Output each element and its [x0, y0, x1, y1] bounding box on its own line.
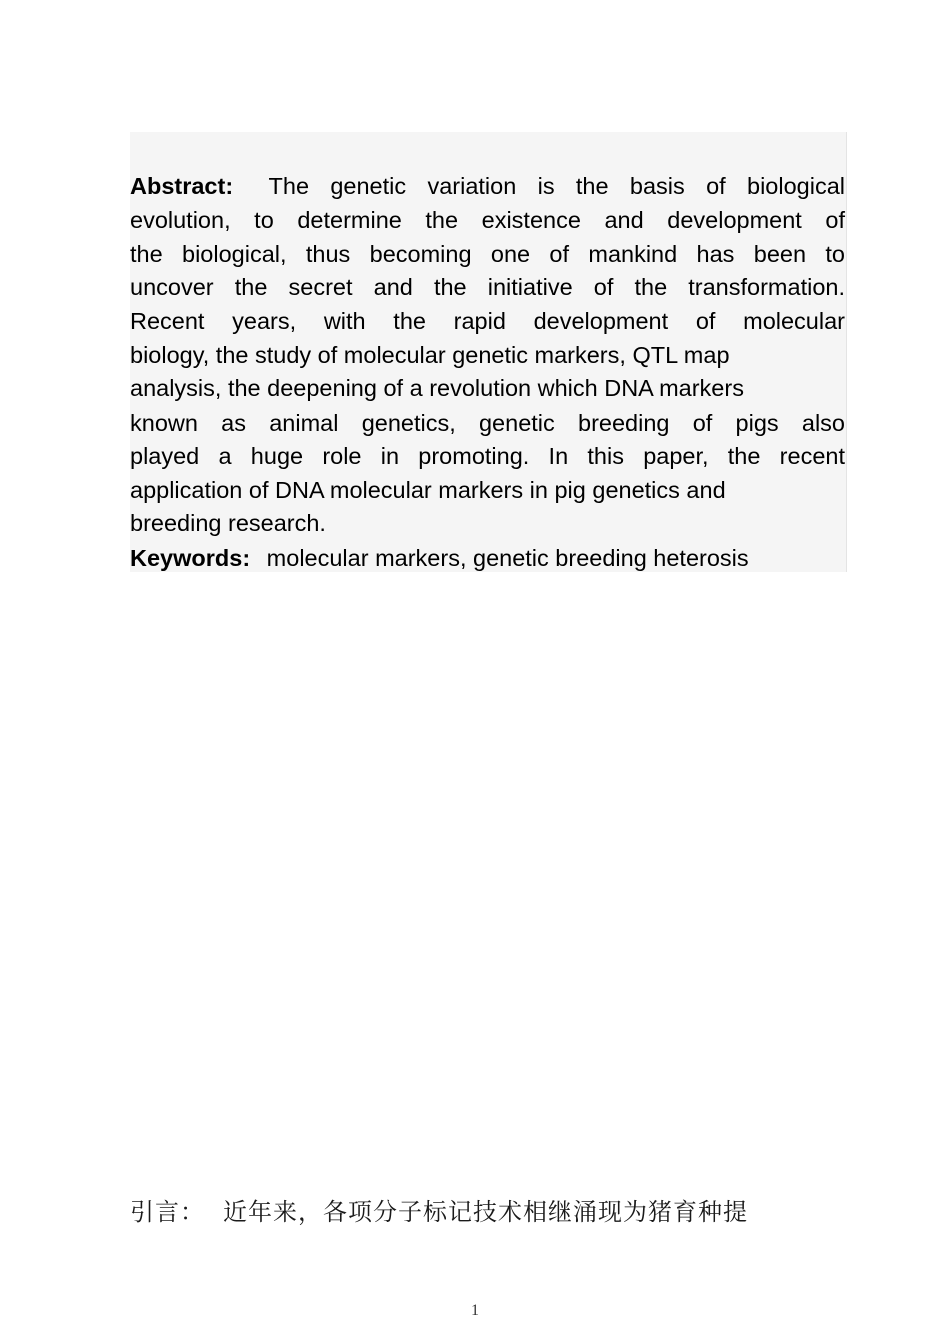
abstract-line-1	[130, 171, 845, 201]
abstract-line-5: Recent years, with the rapid development of molecular	[130, 308, 845, 334]
keywords-label: Keywords:	[130, 545, 251, 571]
abstract-line-3: the biological, thus becoming one of mankind has been to	[130, 241, 845, 267]
abstract-line-8: known as animal genetics, genetic breeding of pigs also	[130, 410, 845, 436]
abstract-line-2: evolution, to determine the existence and development of	[130, 207, 845, 233]
abstract-text-line: The genetic variation is the basis of biological	[268, 173, 846, 199]
abstract-line-10: application of DNA molecular markers in pig genetics and	[130, 477, 726, 503]
abstract-line-11: breeding research.	[130, 510, 326, 536]
abstract-line-7: analysis, the deepening of a revolution which DNA markers	[130, 375, 744, 401]
intro-text: 近年来，各项分子标记技术相继涌现为猪育种提	[223, 1198, 748, 1226]
intro-line	[130, 1196, 748, 1228]
keywords-value: molecular markers, genetic breeding heterosis	[266, 545, 749, 571]
abstract-line-6: biology, the study of molecular genetic markers, QTL map	[130, 342, 730, 368]
page-number: 1	[471, 1302, 479, 1319]
abstract-label: Abstract:	[130, 173, 234, 199]
intro-label: 引言：	[130, 1198, 205, 1226]
abstract-line-4: uncover the secret and the initiative of the transformation.	[130, 274, 845, 300]
keywords-line	[130, 543, 845, 573]
abstract-line-9: played a huge role in promoting. In this paper, the recent	[130, 443, 845, 469]
